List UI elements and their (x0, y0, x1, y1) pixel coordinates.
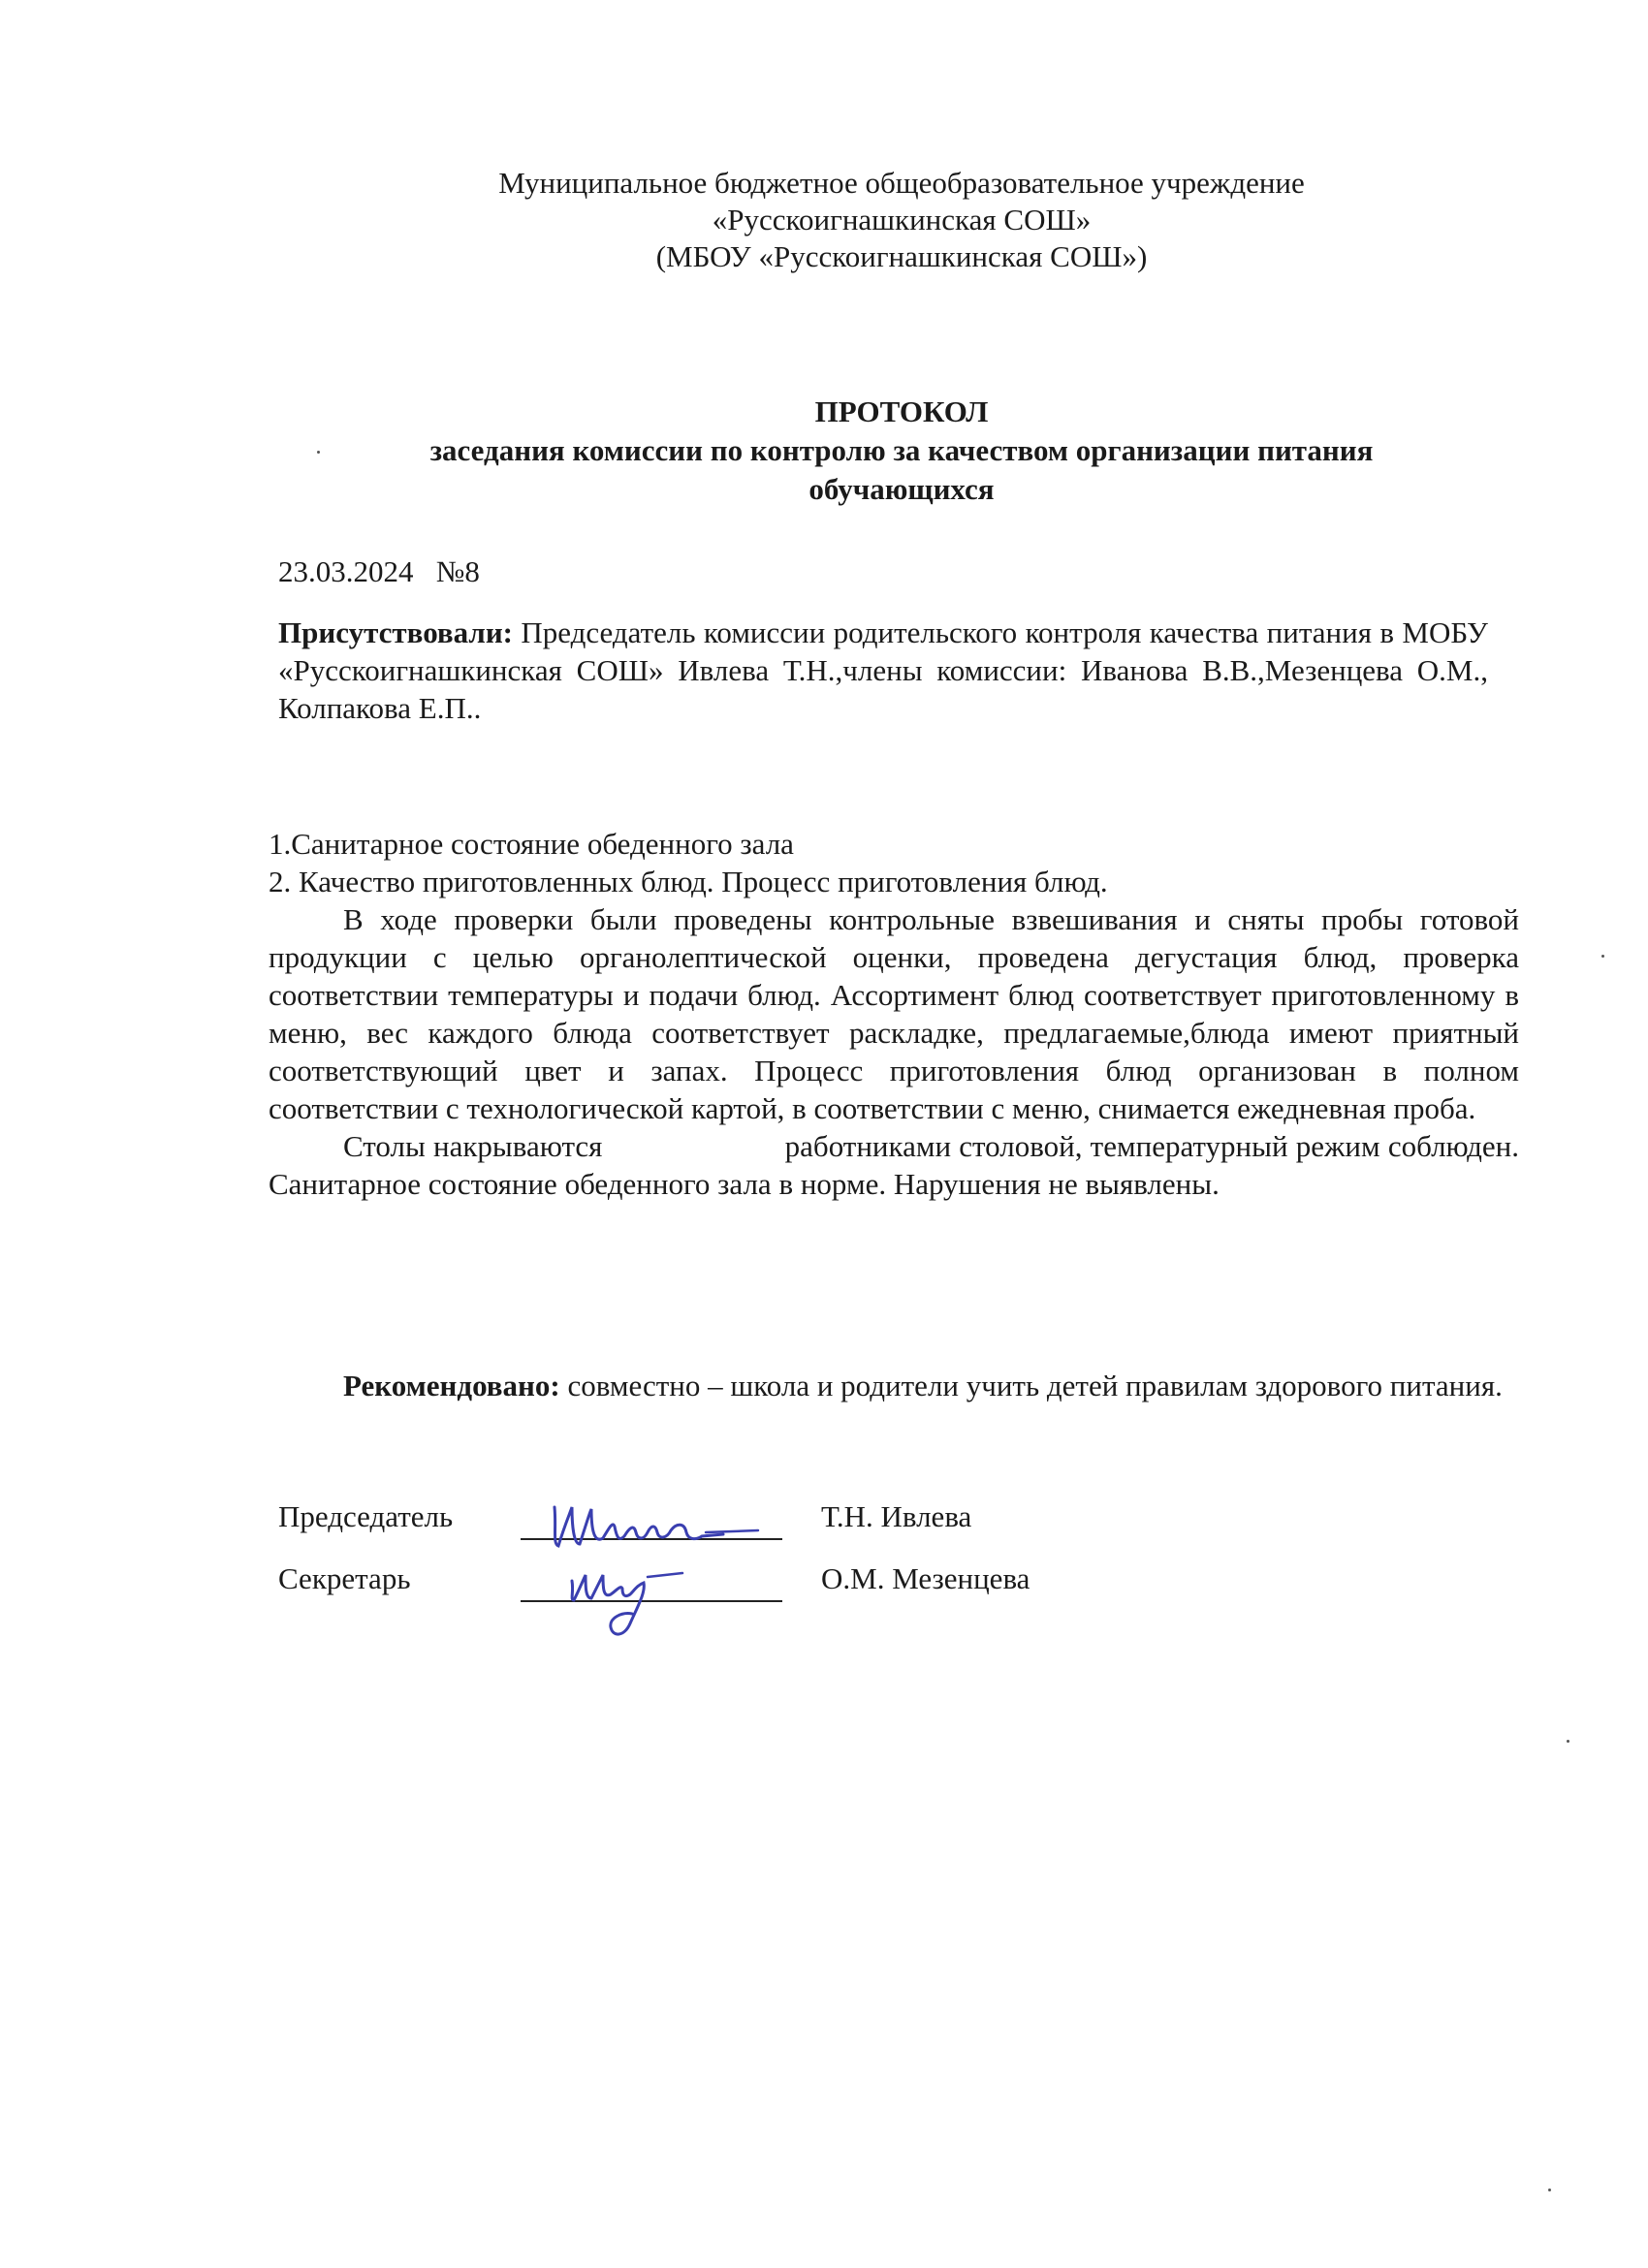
header-line-3: (МБОУ «Русскоигнашкинская СОШ») (655, 239, 1148, 273)
scan-speck (1601, 955, 1604, 958)
header-line-2: «Русскоигнашкинская СОШ» (712, 203, 1092, 236)
scan-speck (1548, 2189, 1551, 2191)
title-line-2: заседания комиссии по контролю за качеством организации питания (429, 433, 1374, 467)
title-line-3: обучающихся (808, 472, 995, 506)
signature-stroke (572, 1575, 644, 1634)
recommend-label: Рекомендовано: (343, 1369, 568, 1402)
signature-name: Т.Н. Ивлева (821, 1499, 972, 1533)
signature-name: О.М. Мезенцева (821, 1561, 1030, 1595)
scan-speck (317, 451, 320, 454)
present-block (278, 614, 1488, 727)
protocol-title (320, 393, 1483, 509)
agenda-item: 2. Качество приготовленных блюд. Процесс приготовления блюд. (269, 865, 1108, 898)
agenda-item: 1.Санитарное состояние обеденного зала (269, 827, 794, 861)
recommendation (269, 1367, 1519, 1404)
agenda-list (269, 825, 1519, 900)
secretary-signature (516, 1530, 787, 1637)
title-line-1: ПРОТОКОЛ (814, 394, 989, 428)
institution-header (368, 165, 1435, 275)
recommend-text: совместно – школа и родители учить детей правилам здорового питания. (567, 1369, 1503, 1402)
scan-speck (1567, 1740, 1569, 1743)
signature-stroke (648, 1573, 682, 1577)
paragraph-inspection: В ходе проверки были проведены контрольные взвешивания и сняты пробы готовой продукции с целью органолептической оценки, проведена дегустация блюд, проверка соответствии температуры и подачи блюд. Ассортимент блюд соответствует приготовленному в меню, вес каждого блюда соответствует раскладке, предлагаемые,блюда имеют приятный соответствующий цвет и запах. Процесс приготовления блюд организован в полном соответствии с технологической картой, в соответствии с меню, снимается ежедневная проба. (269, 902, 1519, 1125)
protocol-number: №8 (435, 554, 480, 588)
signature-row-secretary (278, 1561, 1248, 1610)
body-text (269, 900, 1527, 1203)
date-number-line (278, 554, 480, 589)
signature-role: Секретарь (278, 1561, 411, 1595)
signature-role: Председатель (278, 1499, 454, 1533)
header-line-1: Муниципальное бюджетное общеобразовательное учреждение (498, 166, 1305, 200)
paragraph-tables: Столы накрываются работниками столовой, температурный режим соблюден. Санитарное состояние обеденного зала в норме. Нарушения не выявлены. (269, 1129, 1527, 1201)
present-label: Присутствовали: (278, 615, 514, 649)
protocol-date: 23.03.2024 (278, 554, 414, 588)
present-text: Председатель комиссии родительского контроля качества питания в МОБУ «Русскоигнашкинская СОШ» Ивлева Т.Н.,члены комиссии: Иванова В.В.,Мезенцева О.М., Колпакова Е.П.. (278, 615, 1488, 725)
